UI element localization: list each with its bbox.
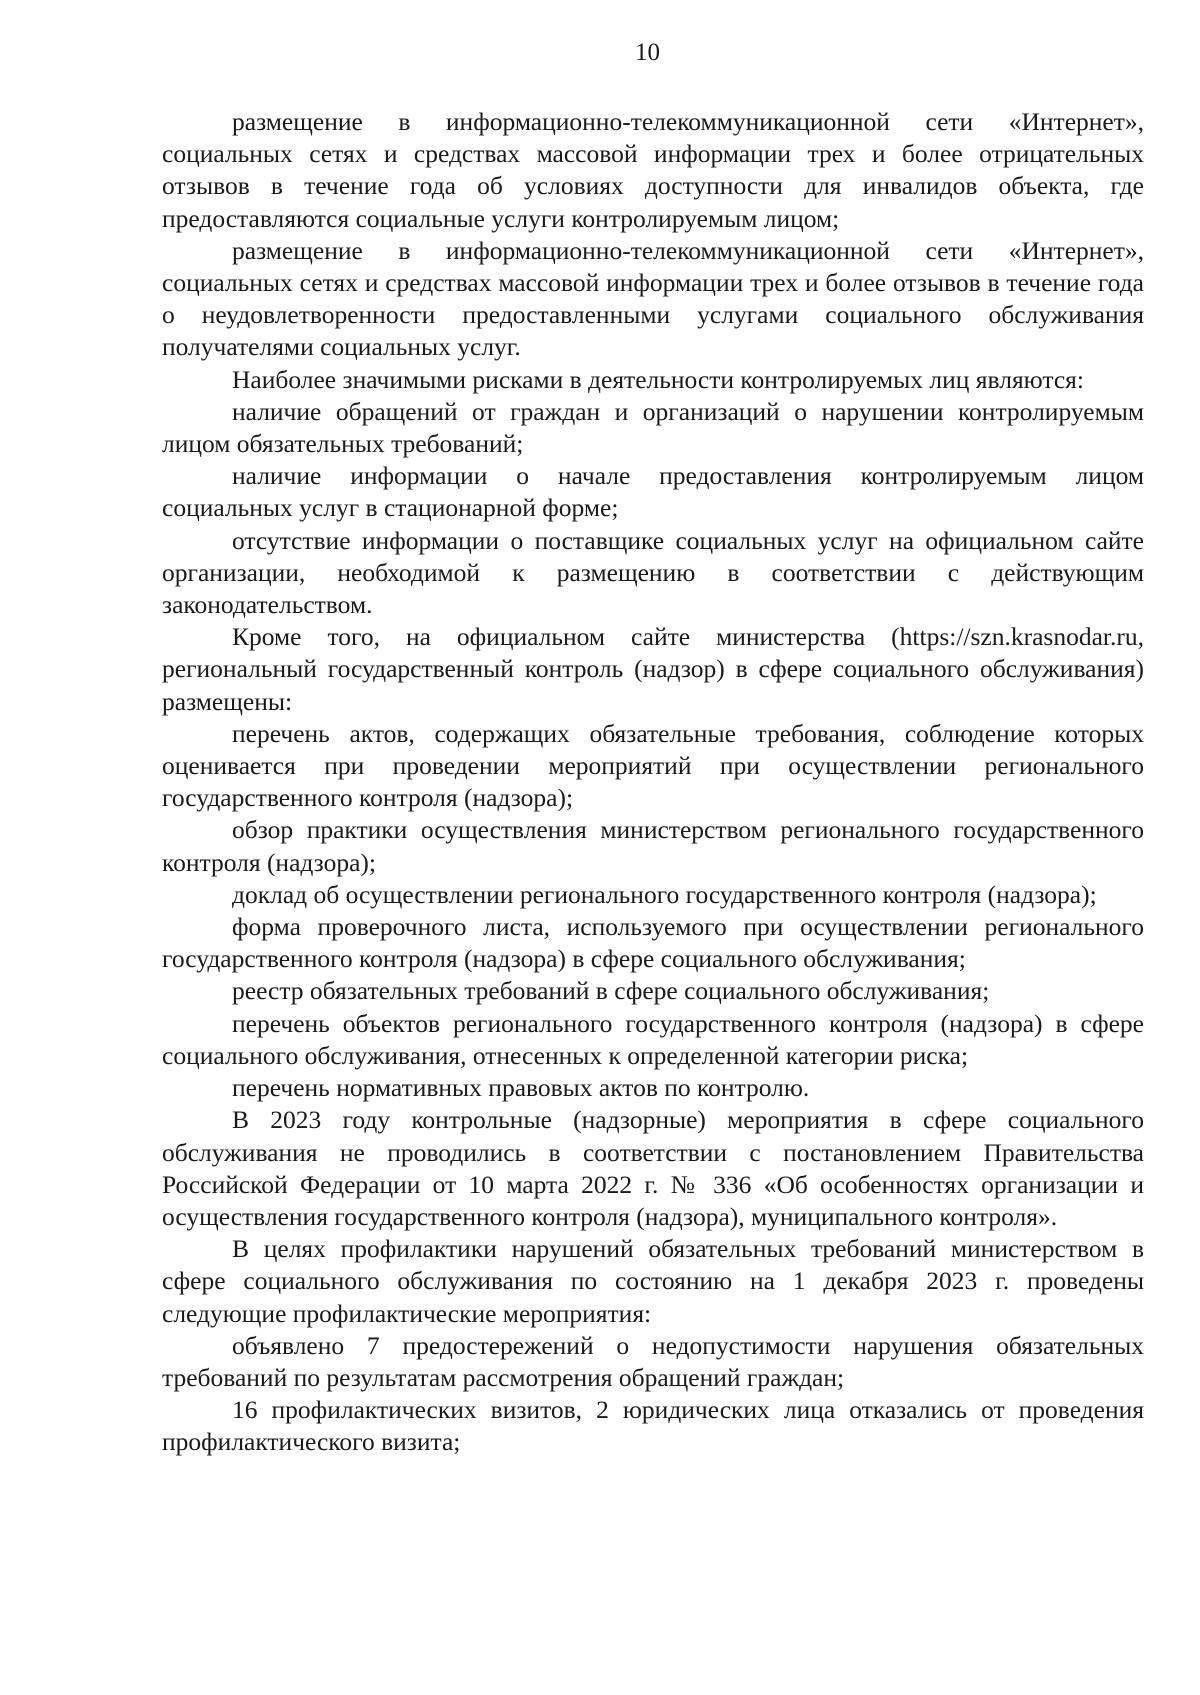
paragraph-risk-complaints: наличие обращений от граждан и организаций о нарушении контролируемым лицом обязательных требований;	[162, 396, 1144, 459]
paragraph-objects-list: перечень объектов регионального государственного контроля (надзора) в сфере социального обслуживания, отнесенных к определенной категории риска;	[162, 1008, 1144, 1070]
paragraph-significant-risks-intro: Наиболее значимыми рисками в деятельности контролируемых лиц являются:	[232, 364, 1084, 394]
paragraph-list-acts: перечень актов, содержащих обязательные требования, соблюдение которых оценивается при проведении мероприятий при осуществлении регионального государственного контроля (надзора);	[162, 718, 1144, 813]
paragraph-2023-inspections: В 2023 году контрольные (надзорные) мероприятия в сфере социального обслуживания не проводились в соответствии с постановлением Правительства Российской Федерации от 10 марта 2022 г. № 336 «Об особенностях организации и осуществления государственного контроля (надзора), муниципального контроля».	[162, 1105, 1144, 1231]
paragraph-checklist-form: форма проверочного листа, используемого при осуществлении регионального государственного контроля (надзора) в сфере социального обслуживания;	[162, 912, 1144, 974]
paragraph-requirements-registry: реестр обязательных требований в сфере социального обслуживания;	[232, 976, 990, 1006]
paragraph-practice-review: обзор практики осуществления министерством регионального государственного контроля (надзора);	[162, 815, 1144, 877]
paragraph-warnings-issued: объявлено 7 предостережений о недопустимости нарушения обязательных требований по результатам рассмотрения обращений граждан;	[162, 1330, 1144, 1392]
paragraph-prevention-measures-intro: В целях профилактики нарушений обязательных требований министерством в сфере социального обслуживания по состоянию на 1 декабря 2023 г. проведены следующие профилактические мероприятия:	[162, 1234, 1144, 1328]
paragraph-preventive-visits: 16 профилактических визитов, 2 юридических лица отказались от проведения профилактического визита;	[162, 1395, 1144, 1457]
page-number: 10	[635, 39, 660, 66]
document-body	[162, 106, 1144, 1459]
paragraph-normative-acts-list: перечень нормативных правовых актов по контролю.	[232, 1073, 810, 1103]
paragraph-internet-negative-reviews: размещение в информационно-телекоммуникационной сети «Интернет», социальных сетях и средствах массовой информации трех и более отрицательных отзывов в течение года об условиях доступности для инвалидов объекта, где предоставляются социальные услуги контролируемым лицом;	[162, 107, 1144, 233]
paragraph-website-published-intro: Кроме того, на официальном сайте министерства (https://szn.krasnodar.ru, региональный государственный контроль (надзор) в сфере социального обслуживания) размещены:	[162, 622, 1144, 716]
paragraph-internet-dissatisfaction-reviews: размещение в информационно-телекоммуникационной сети «Интернет», социальных сетях и средствах массовой информации трех и более отзывов в течение года о неудовлетворенности предоставленными услугами социального обслуживания получателями социальных услуг.	[162, 235, 1144, 362]
paragraph-control-report: доклад об осуществлении регионального государственного контроля (надзора);	[232, 879, 1097, 909]
paragraph-risk-stationary-services: наличие информации о начале предоставления контролируемым лицом социальных услуг в стационарной форме;	[162, 461, 1144, 523]
paragraph-risk-missing-info: отсутствие информации о поставщике социальных услуг на официальном сайте организации, необходимой к размещению в соответствии с действующим законодательством.	[162, 525, 1144, 620]
